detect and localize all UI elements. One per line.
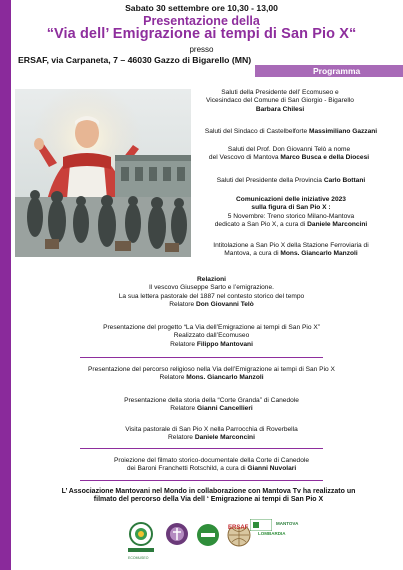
saluti3-line1: Saluti del Prof. Don Giovanni Telò a nome (227, 146, 351, 153)
proiezione-block (20, 457, 403, 474)
saluti-presidente-ecomuseo (180, 89, 380, 114)
corte-relatore-name: Gianni Cancellieri (197, 405, 253, 413)
event-date: Sabato 30 settembre ore 10,30 - 13,00 (125, 3, 278, 13)
saluti3-line2: del Vescovo di Mantova (208, 154, 279, 162)
programma-banner: Programma (255, 65, 403, 77)
progetto-line1: Presentazione del progetto “La Via dell’Emigrazione ai tempi di San Pio X” (103, 324, 320, 331)
lombardia-green-logo (196, 523, 220, 547)
comunicazioni-subtitle: sulla figura di San Pio X : (251, 204, 331, 212)
saluti-sindaco (180, 128, 402, 136)
corte-line1: Presentazione della storia della “Corte Granda” di Canedole (124, 397, 299, 404)
illustration-svg (15, 89, 191, 257)
progetto-line2: Realizzato dall’Ecomuseo (173, 332, 250, 340)
venue-address: ERSAF, via Carpaneta, 7 – 46030 Gazzo di Bigarello (MN) (18, 55, 252, 65)
ecomuseo-logo-text: ECOMUSEO (128, 556, 149, 560)
intitolazione-line1: Intitolazione a San Pio X della Stazione Ferroviaria di (213, 242, 369, 249)
lombardia-flag-logo (250, 519, 272, 531)
proiezione-name: Gianni Nuvolari (247, 465, 297, 473)
comunicazioni-name: Daniele Marconcini (307, 220, 368, 228)
visita-relatore-name: Daniele Marconcini (194, 434, 255, 442)
title-line-1: Presentazione della (143, 14, 260, 28)
saluti1-line2: Vicesindaco del Comune di San Giorgio - Bigarello (206, 97, 354, 105)
proiezione-line2: dei Baroni Franchetti Rotschild, a cura di (126, 465, 246, 473)
intitolazione-line2: Mantova, a cura di (224, 250, 279, 258)
corte-relatore-label: Relatore (170, 405, 196, 413)
percorso-relatore-label: Relatore (159, 374, 185, 382)
relazioni-line2: La sua lettera pastorale del 1887 nel contesto storico del tempo (118, 292, 305, 300)
comunicazioni-line4: dedicato a San Pio X, a cura di (214, 220, 306, 228)
ersaf-logo-text: ERSAF (228, 525, 249, 531)
relazioni-relatore-name: Don Giovanni Telò (196, 300, 254, 308)
presso-label: presso (189, 45, 214, 54)
progetto-block (20, 324, 403, 349)
final-note (14, 488, 403, 505)
intitolazione-name: Mons. Giancarlo Manzoli (280, 250, 358, 258)
ecomuseo-logo (128, 521, 154, 555)
relazioni-relatore-label: Relatore (169, 300, 195, 308)
diocese-seal-logo (165, 521, 189, 549)
saluti1-name: Barbara Chilesi (255, 105, 305, 113)
sponsor-logos (0, 517, 403, 567)
mantovatv-logo-text: MANTOVA (276, 521, 299, 526)
comunicazioni-line3: 5 Novembre: Treno storico Milano-Mantova (227, 212, 355, 220)
saluti-provincia (180, 177, 402, 185)
saluti2-text: Saluti del Sindaco di Castelbelforte (204, 128, 308, 135)
saluti1-line1: Saluti della Presidente dell’ Ecomuseo e (221, 89, 339, 96)
saluti4-name: Carlo Bottani (323, 177, 366, 184)
visita-relatore-label: Relatore (168, 434, 193, 442)
relazioni-line1: Il vescovo Giuseppe Sarto e l’emigrazione. (149, 284, 274, 292)
comunicazioni-title: Comunicazioni delle iniziative 2023 (236, 196, 346, 203)
saluti4-text: Saluti del Presidente della Provincia (216, 177, 322, 184)
final-line1: L’ Associazione Mantovani nel Mondo in collaborazione con Mantova Tv ha realizzato un (61, 488, 356, 495)
relazioni-title: Relazioni (197, 276, 226, 283)
corte-granda-block (20, 397, 403, 414)
divider-2 (80, 448, 323, 449)
intitolazione-block (180, 242, 402, 259)
visita-block (20, 426, 403, 443)
percorso-block (20, 366, 403, 383)
divider-3 (80, 480, 323, 481)
pope-emigrants-illustration (15, 89, 191, 257)
visita-line1: Visita pastorale di San Pio X nella Parrocchia di Roverbella (125, 426, 298, 433)
percorso-relatore-name: Mons. Giancarlo Manzoli (186, 374, 264, 382)
relazioni-block (20, 276, 403, 309)
purple-sidebar-stripe (0, 0, 11, 570)
progetto-relatore-label: Relatore (170, 340, 196, 348)
progetto-relatore-name: Filippo Mantovani (196, 340, 253, 348)
saluti2-name: Massimiliano Gazzani (308, 128, 378, 135)
title-line-2: “Via dell’ Emigrazione ai tempi di San Pio X“ (46, 26, 357, 42)
divider-1 (80, 357, 323, 358)
final-line2: filmato del percorso della Via dell ‘ Emigrazione ai tempi di San Pio X (93, 496, 324, 504)
saluti3-name: Marco Busca e della Diocesi (280, 154, 370, 162)
percorso-line1: Presentazione del percorso religioso nella Via dell’Emigrazione ai tempi di San Pio X (88, 366, 335, 373)
proiezione-line1: Proiezione del filmato storico-documentale della Corte di Canedole (114, 457, 309, 464)
saluti-vescovo (180, 146, 398, 163)
comunicazioni-block (180, 196, 402, 229)
lombardia-logo-text: LOMBARDIA (258, 531, 286, 536)
